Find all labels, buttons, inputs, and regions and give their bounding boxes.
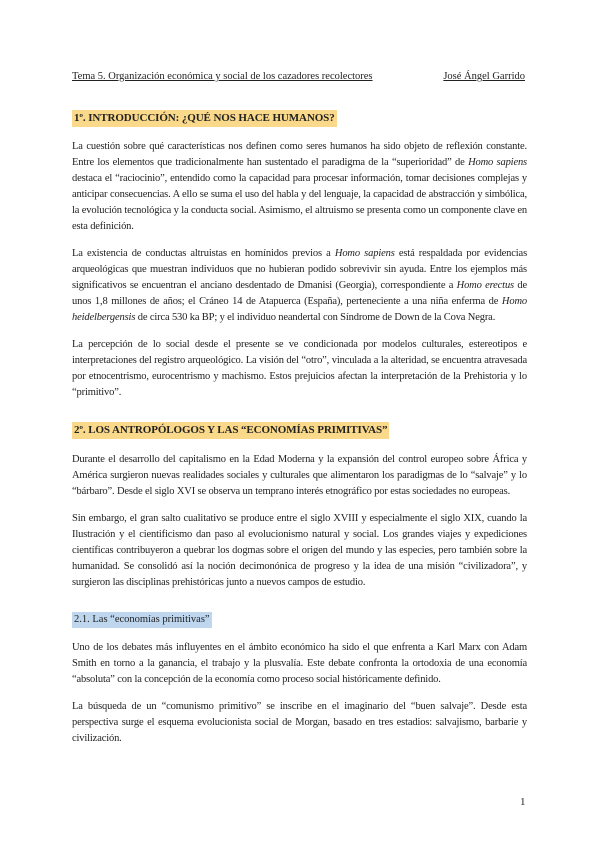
p1-text-a: La cuestión sobre qué características nos definen como seres humanos ha sido objeto de reflexión constante. Entre los elementos que tradicionalmente han sustentado el paradigma de la “superioridad” de	[72, 141, 527, 168]
header-title: Tema 5. Organización económica y social de los cazadores recolectores	[72, 71, 373, 82]
p2-text-b: está respaldada por evidencias arqueológicas que muestran individuos que no hubieran podido sobrevivir sin ayuda. Entre los ejemplos más significativos se encuentran el anciano desdentado de Dmanisi (Georgia), correspondiente a	[72, 248, 528, 291]
p2-italic-1: Homo sapiens	[334, 248, 395, 259]
p2-italic-3: Homo heidelbergensis	[72, 296, 527, 323]
page-header	[72, 71, 525, 82]
paragraph-7: La búsqueda de un “comunismo primitivo” se inscribe en el imaginario del “buen salvaje”. Desde esta perspectiva surge el esquema evolucionista social de Morgan, basado en tres estadios: salvajismo, barbarie y civilización.	[72, 701, 527, 744]
paragraph-3: La percepción de lo social desde el presente se ve condicionada por modelos culturales, estereotipos e interpretaciones del registro arqueológico. La visión del “otro”, vinculada a la alteridad, se encuentra atravesada por etnocentrismo, eurocentrismo y machismo. Estos prejuicios afectan la interpretación de la Prehistoria y lo “primitivo”.	[72, 339, 527, 398]
section-1-heading: 1º. INTRODUCCIÓN: ¿QUÉ NOS HACE HUMANOS?	[72, 110, 337, 127]
p1-italic-1: Homo sapiens	[468, 157, 527, 168]
paragraph-6: Uno de los debates más influyentes en el ámbito económico ha sido el que enfrenta a Karl Marx con Adam Smith en torno a la ganancia, el trabajo y la plusvalía. Este debate confronta la ortodoxia de una economía “absoluta” con la concepción de la economía como proceso social históricamente definido.	[72, 642, 527, 685]
paragraph-1	[72, 139, 527, 235]
document-body	[72, 108, 527, 747]
paragraph-4: Durante el desarrollo del capitalismo en la Edad Moderna y la expansión del control europeo sobre África y América surgieron nuevas realidades sociales y culturales que alimentaron los paradigmas de lo “salvaje” y lo “bárbaro”. Desde el siglo XVI se observa un temprano interés etnográfico por estas sociedades no europeas.	[72, 454, 527, 497]
section-2-heading: 2º. LOS ANTROPÓLOGOS Y LAS “ECONOMÍAS PRIMITIVAS”	[72, 422, 389, 439]
p2-italic-2: Homo erectus	[456, 280, 514, 291]
paragraph-5: Sin embargo, el gran salto cualitativo se produce entre el siglo XVIII y especialmente el siglo XIX, cuando la Ilustración y el cientificismo dan paso al evolucionismo natural y social. Los grandes viajes y expediciones científicas contribuyeron a quebrar los dogmas sobre el origen del mundo y las especies, pero también sobre la humanidad. Se consolidó así la noción decimonónica de progreso y la idea de una misión “civilizadora”, y surgieron las disciplinas prehistóricas junto a nuevos campos de estudio.	[72, 513, 527, 588]
p2-text-a: La existencia de conductas altruistas en homínidos previos a	[72, 248, 335, 259]
paragraph-2	[72, 246, 527, 326]
header-author: José Ángel Garrido	[443, 71, 525, 82]
p2-text-d: de circa 530 ka BP; y el individuo neandertal con Síndrome de Down de la Cova Negra.	[135, 312, 496, 323]
p1-text-b: destaca el “raciocinio”, entendido como la capacidad para procesar información, tomar decisiones complejas y anticipar consecuencias. A ello se suma el uso del habla y del lenguaje, la capacidad de abstracción y simbólica, la evolución tecnológica y la conducta social. Asimismo, el altruismo se presenta como un componente clave en esta definición.	[72, 173, 527, 232]
subsection-2-1-heading: 2.1. Las “economías primitivas”	[72, 612, 212, 628]
p2-text-c: de unos 1,8 millones de años; el Cráneo 14 de Atapuerca (España), perteneciente a una niña enferma de	[72, 280, 527, 307]
page-number: 1	[520, 796, 526, 808]
